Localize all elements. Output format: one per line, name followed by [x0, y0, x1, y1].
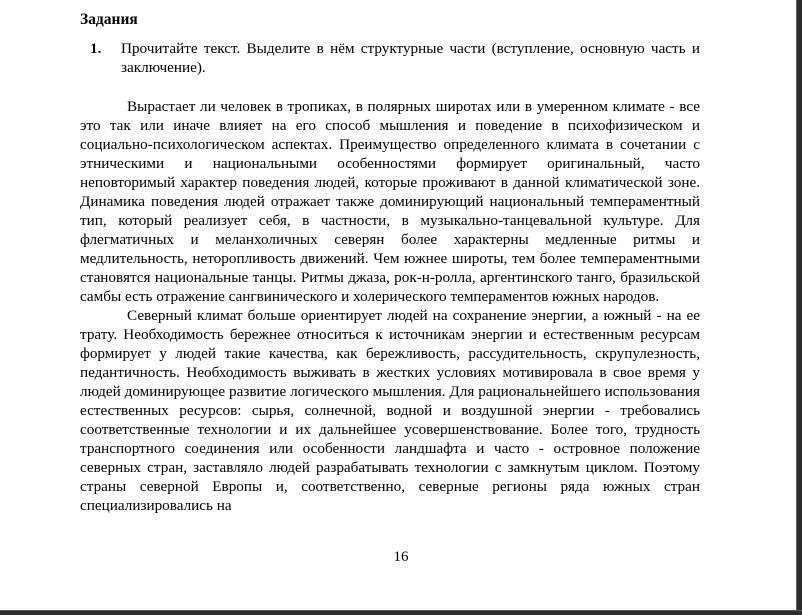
- document-page: [80, 10, 700, 515]
- paragraph-2: Северный климат больше ориентирует людей на сохранение энергии, а южный - на ее трату. Необходимость бережнее относиться к источникам энергии и естественным ресурсам формирует у людей такие качества, как бережливость, рассудительность, скрупулезность, педантичность. Необходимость выживать в жестких условиях мотивировала в свое время у людей доминирующее развитие логического мышления. Для рациональнейшего использования естественных ресурсов: сырья, солнечной, водной и воздушной энергии - требовались соответственные технологии и их дальнейшее усовершенствование. Более того, трудность транспортного соединения или особенности ландшафта и часто - островное положение северных стран, заставляло людей разрабатывать технологии с замкнутым циклом. Поэтому страны северной Европы и, соответственно, северные регионы ряда южных стран специализировались на: [80, 307, 700, 514]
- viewer-frame-right: [796, 0, 802, 615]
- task-item: [90, 39, 700, 77]
- paragraph-1: Вырастает ли человек в тропиках, в полярных широтах или в умеренном климате - все это так или иначе влияет на его способ мышления и поведение в психофизическом и социально-психологическом аспектах. Преимущество определенного климата в сочетании с этническими и национальными особенностями формирует оригинальный, часто неповторимый характер поведения людей, которые проживают в данной климатической зоне. Динамика поведения людей отражает также доминирующий национальный темпераментный тип, который реализует себя, в частности, в музыкально-танцевальной культуре. Для флегматичных и меланхоличных северян более характерны медленные ритмы и медлительность, неторопливость движений. Чем южнее широты, тем более темпераментными становятся национальные танцы. Ритмы джаза, рок-н-ролла, аргентинского танго, бразильской самбы есть отражение сангвинического и холерического темпераментов южных народов.: [80, 98, 700, 305]
- page-number: 16: [393, 549, 409, 565]
- viewer-frame-bottom: [0, 610, 802, 615]
- task-text: Прочитайте текст. Выделите в нём структурные части (вступление, основную часть и заключение).: [121, 40, 700, 76]
- body-text: [80, 97, 700, 515]
- section-heading: Задания: [80, 11, 138, 28]
- task-number: 1.: [90, 40, 102, 57]
